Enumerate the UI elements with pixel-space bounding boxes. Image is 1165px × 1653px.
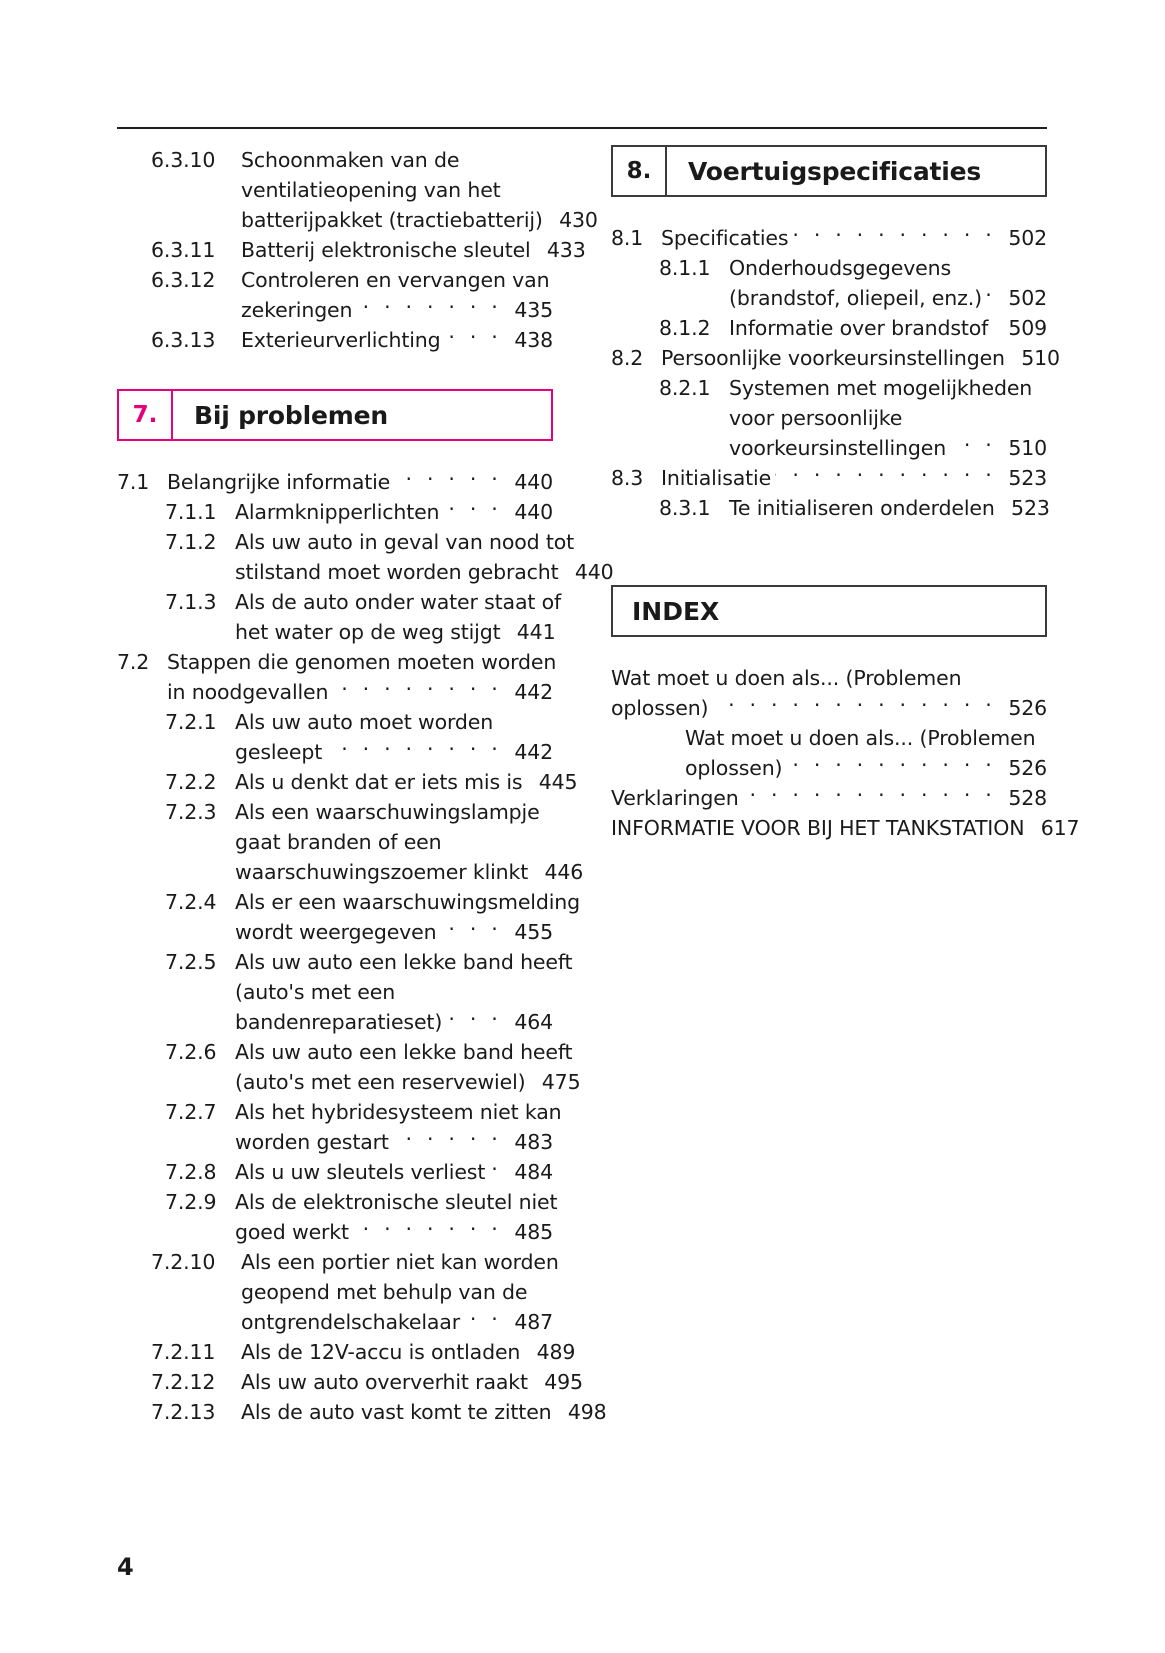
toc-entry-text: (auto's met een	[235, 980, 396, 1004]
toc-entry-line	[235, 827, 553, 857]
toc-entry-body	[235, 707, 553, 767]
toc-dot-leader	[445, 829, 502, 850]
toc-entry-body	[235, 767, 578, 797]
toc-page-number: 526	[1008, 756, 1047, 780]
toc-entry[interactable]	[117, 1037, 581, 1097]
toc-entry[interactable]	[117, 1097, 562, 1157]
toc-entry[interactable]	[117, 265, 553, 325]
toc-entry-body	[167, 647, 557, 707]
toc-entry-number: 7.2.3	[165, 800, 217, 824]
toc-entry-line	[241, 205, 598, 235]
toc-entry-text: Als uw auto een lekke band heeft	[235, 950, 573, 974]
toc-entry-text: bandenreparatieset)	[235, 1010, 443, 1034]
toc-page-number: 510	[1008, 436, 1047, 460]
toc-entry[interactable]	[117, 497, 553, 527]
toc-page-number: 440	[574, 560, 614, 584]
toc-entry-body	[167, 467, 553, 497]
toc-entry[interactable]	[117, 467, 553, 497]
header-rule	[117, 127, 1047, 129]
toc-columns	[117, 145, 1080, 1427]
toc-entry-text: Initialisatie	[661, 466, 772, 490]
toc-page-number: 442	[514, 740, 553, 764]
toc-entry-text: Systemen met mogelijkheden	[729, 376, 1033, 400]
toc-entry-number: 7.2.5	[165, 950, 217, 974]
toc-dot-leader	[965, 665, 996, 686]
toc-entry[interactable]	[611, 783, 1047, 813]
toc-entry-text: (brandstof, oliepeil, enz.)	[729, 286, 982, 310]
toc-entry-line	[611, 813, 1080, 843]
toc-entry-body	[685, 723, 1047, 783]
toc-page-number: 430	[559, 208, 598, 232]
toc-page-number: 502	[1008, 226, 1047, 250]
toc-page-number: 435	[514, 298, 553, 322]
toc-entry-line	[729, 373, 1047, 403]
chapter-number-8: 8.	[613, 147, 667, 195]
toc-entry-line	[235, 1067, 581, 1097]
toc-entry[interactable]	[611, 253, 1047, 313]
toc-entry-text: waarschuwingszoemer klinkt	[235, 860, 529, 884]
toc-entry[interactable]	[117, 325, 553, 355]
toc-entry-text: voorkeursinstellingen	[729, 436, 947, 460]
toc-entry-body	[611, 663, 1047, 723]
toc-entry-body	[661, 463, 1047, 493]
toc-entry-line	[685, 723, 1047, 753]
toc-page-number: 455	[514, 920, 553, 944]
toc-entry-number: 8.2.1	[659, 376, 711, 400]
toc-entry-line	[729, 253, 1047, 283]
toc-entry-line	[235, 587, 562, 617]
toc-page-number: 509	[1008, 316, 1047, 340]
toc-entry-text: Als u denkt dat er iets mis is	[235, 770, 523, 794]
toc-entry[interactable]	[611, 813, 1080, 843]
toc-entry[interactable]	[611, 343, 1060, 373]
toc-entry-number: 7.2.9	[165, 1190, 217, 1214]
toc-entry-text: Als een waarschuwingslampje	[235, 800, 540, 824]
toc-entry-number: 7.1.1	[165, 500, 217, 524]
toc-entry[interactable]	[611, 493, 1050, 523]
chapter-title-7: Bij problemen	[194, 400, 388, 430]
toc-entry-body	[729, 493, 1050, 523]
toc-page-number: 523	[1008, 466, 1047, 490]
toc-entry-number: 8.3.1	[659, 496, 711, 520]
toc-entry-number: 8.3	[611, 466, 644, 490]
left-column	[117, 145, 614, 1427]
toc-entry-line	[235, 1157, 553, 1187]
toc-entry-number: 7.2.11	[151, 1340, 216, 1364]
toc-entry-body	[241, 235, 586, 265]
toc-entry-line	[235, 1097, 562, 1127]
toc-entry[interactable]	[611, 223, 1047, 253]
toc-entry-number: 8.1.1	[659, 256, 711, 280]
toc-entry-text: gaat branden of een	[235, 830, 442, 854]
toc-entry-text: oplossen)	[611, 696, 709, 720]
toc-dot-leader	[443, 499, 502, 520]
toc-dot-leader	[950, 435, 996, 456]
toc-page-number: 442	[514, 680, 553, 704]
toc-entry-text: Schoonmaken van de	[241, 148, 460, 172]
toc-entry-line	[241, 325, 553, 355]
toc-page-number: 433	[546, 238, 586, 262]
toc-entry-body	[611, 783, 1047, 813]
toc-entry-text: worden gestart	[235, 1130, 389, 1154]
toc-entry-line	[235, 557, 614, 587]
page-folio: 4	[117, 1553, 134, 1581]
toc-entry-line	[241, 265, 553, 295]
toc-entry-text: geopend met behulp van de	[241, 1280, 528, 1304]
toc-page-number: 498	[567, 1400, 607, 1424]
toc-entry[interactable]	[611, 723, 1047, 783]
toc-entry-body	[241, 145, 598, 235]
toc-entry-line	[235, 1127, 553, 1157]
right-column	[611, 145, 1080, 1427]
toc-page-number: 483	[514, 1130, 553, 1154]
toc-entry-line	[661, 223, 1047, 253]
toc-entry-text: Stappen die genomen moeten worden	[167, 650, 557, 674]
toc-entry-body	[241, 325, 553, 355]
toc-entry-text: oplossen)	[685, 756, 783, 780]
toc-entry-number: 7.2.13	[151, 1400, 216, 1424]
toc-entry[interactable]	[611, 663, 1047, 723]
toc-dot-leader	[399, 979, 502, 1000]
toc-entry-text: Als de elektronische sleutel niet	[235, 1190, 558, 1214]
toc-page-number: 528	[1008, 786, 1047, 810]
toc-entry-line	[235, 887, 580, 917]
toc-dot-leader	[463, 147, 502, 168]
toc-entry-text: stilstand moet worden gebracht	[235, 560, 559, 584]
toc-dot-leader	[393, 1129, 502, 1150]
toc-entry-line	[685, 753, 1047, 783]
toc-page-number: 484	[514, 1160, 553, 1184]
toc-entry[interactable]	[117, 587, 562, 647]
toc-dot-leader	[955, 255, 996, 276]
toc-entry-body	[235, 797, 584, 887]
toc-entry-text: Als een portier niet kan worden	[241, 1250, 559, 1274]
toc-entry[interactable]	[117, 1247, 559, 1337]
toc-page-number: 475	[541, 1070, 581, 1094]
toc-entry-line	[235, 767, 578, 797]
toc-entry[interactable]	[117, 887, 580, 947]
toc-entry-line	[235, 737, 553, 767]
index-entries	[611, 663, 1080, 843]
toc-entry-body	[241, 1247, 559, 1337]
toc-entry-number: 6.3.13	[151, 328, 216, 352]
toc-entry-body	[235, 947, 573, 1037]
toc-entry-body	[235, 1187, 558, 1247]
toc-entry-line	[729, 283, 1047, 313]
toc-dot-leader	[986, 285, 996, 306]
toc-entry-text: wordt weergegeven	[235, 920, 437, 944]
toc-entry-line	[661, 463, 1047, 493]
toc-entry-number: 6.3.10	[151, 148, 216, 172]
toc-page-number: 441	[516, 620, 556, 644]
toc-entry[interactable]	[117, 707, 553, 767]
toc-entry-number: 8.1.2	[659, 316, 711, 340]
toc-dot-leader	[326, 739, 502, 760]
toc-entry-number: 7.2.12	[151, 1370, 216, 1394]
toc-entry-text: Als uw auto een lekke band heeft	[235, 1040, 573, 1064]
toc-entry-text: Als uw auto oververhit raakt	[241, 1370, 528, 1394]
toc-entry[interactable]	[611, 373, 1047, 463]
toc-entry-line	[611, 693, 1047, 723]
toc-page-number: 445	[538, 770, 578, 794]
toc-entry-text: Als de 12V-accu is ontladen	[241, 1340, 521, 1364]
toc-entry-line	[729, 403, 1047, 433]
chapter-header-8[interactable]	[611, 145, 1047, 197]
toc-page-number: 510	[1021, 346, 1060, 370]
toc-entry-line	[729, 433, 1047, 463]
toc-entry-body	[611, 813, 1080, 843]
toc-dot-leader	[489, 1159, 502, 1180]
chapter-number-7: 7.	[119, 391, 173, 439]
toc-dot-leader	[743, 785, 996, 806]
toc-entry[interactable]	[117, 1187, 558, 1247]
toc-page-number: 502	[1008, 286, 1047, 310]
toc-entry-text: Controleren en vervangen van	[241, 268, 550, 292]
toc-page-number: 485	[514, 1220, 553, 1244]
toc-entry-line	[241, 145, 553, 175]
toc-entry[interactable]	[117, 1367, 583, 1397]
toc-entry-number: 8.2	[611, 346, 644, 370]
toc-entry-line	[611, 663, 1047, 693]
toc-entry-number: 7.2.6	[165, 1040, 217, 1064]
toc-entry-text: batterijpakket (tractiebatterij)	[241, 208, 543, 232]
toc-entry-text: Als het hybridesysteem niet kan	[235, 1100, 562, 1124]
toc-entry-line	[241, 295, 553, 325]
toc-page-number: 495	[544, 1370, 583, 1394]
toc-page-number: 440	[514, 470, 553, 494]
toc-entry-line	[661, 343, 1060, 373]
toc-entry-body	[241, 265, 553, 325]
index-header[interactable]	[611, 585, 1047, 637]
chapter-header-7[interactable]	[117, 389, 553, 441]
toc-page-number: 487	[514, 1310, 553, 1334]
toc-entry-text: Als de auto vast komt te zitten	[241, 1400, 552, 1424]
index-title: INDEX	[632, 596, 720, 626]
toc-entry-text: goed werkt	[235, 1220, 349, 1244]
toc-entry-text: zekeringen	[241, 298, 353, 322]
toc-entry-line	[235, 617, 556, 647]
toc-page-number: 523	[1011, 496, 1050, 520]
toc-entry-line	[241, 235, 586, 265]
toc-entry[interactable]	[117, 1397, 607, 1427]
toc-entry-line	[235, 497, 553, 527]
toc-entry-body	[235, 1097, 562, 1157]
toc-entry-text: Persoonlijke voorkeursinstellingen	[661, 346, 1005, 370]
toc-entry-text: Wat moet u doen als... (Problemen	[611, 666, 962, 690]
toc-entry-line	[235, 947, 573, 977]
toc-dot-leader	[446, 1009, 502, 1030]
toc-page-number: 438	[514, 328, 553, 352]
toc-entry-text: Als de auto onder water staat of	[235, 590, 562, 614]
toc-entry-text: Onderhoudsgegevens	[729, 256, 952, 280]
toc-entry-text: Te initialiseren onderdelen	[729, 496, 995, 520]
toc-entry-body	[729, 313, 1047, 343]
toc-entry-line	[241, 1337, 576, 1367]
toc-entry[interactable]	[117, 527, 614, 587]
toc-entry-number: 6.3.12	[151, 268, 216, 292]
toc-entry-line	[235, 1007, 553, 1037]
toc-entry-number: 7.2.1	[165, 710, 217, 734]
toc-entry-line	[241, 1367, 583, 1397]
toc-page-number: 617	[1040, 816, 1080, 840]
toc-entry-body	[235, 1037, 581, 1097]
toc-entry-line	[241, 1397, 607, 1427]
chapter-title-8: Voertuigspecificaties	[688, 156, 982, 186]
toc-entry-text: Alarmknipperlichten	[235, 500, 440, 524]
toc-entry-line	[241, 1277, 553, 1307]
toc-entry-text: Als u uw sleutels verliest	[235, 1160, 486, 1184]
toc-entry-line	[235, 527, 575, 557]
toc-entry-number: 7.2.7	[165, 1100, 217, 1124]
toc-entry-text: Als uw auto moet worden	[235, 710, 494, 734]
toc-entry[interactable]	[611, 463, 1047, 493]
toc-entry-body	[235, 1157, 553, 1187]
toc-entry-line	[235, 707, 553, 737]
toc-entry-body	[235, 497, 553, 527]
toc-dot-leader	[712, 695, 996, 716]
toc-entry-text: Verklaringen	[611, 786, 739, 810]
toc-entry-body	[729, 253, 1047, 313]
toc-entry-line	[235, 1217, 553, 1247]
toc-dot-leader	[353, 1219, 502, 1240]
toc-entry-line	[241, 175, 553, 205]
toc-entry-number: 7.2.2	[165, 770, 217, 794]
toc-entry[interactable]	[117, 145, 598, 235]
chapter-6-continued-entries	[117, 145, 598, 355]
toc-entry-text: Belangrijke informatie	[167, 470, 391, 494]
toc-entry-body	[235, 527, 614, 587]
toc-entry-text: Exterieurverlichting	[241, 328, 441, 352]
toc-entry-text: Als er een waarschuwingsmelding	[235, 890, 580, 914]
toc-entry[interactable]	[117, 767, 578, 797]
toc-page-number: 464	[514, 1010, 553, 1034]
toc-entry-body	[661, 343, 1060, 373]
chapter-7-entries	[117, 467, 614, 1427]
toc-entry-body	[241, 1337, 576, 1367]
toc-dot-leader	[792, 225, 996, 246]
toc-entry-number: 7.2.4	[165, 890, 217, 914]
toc-entry-text: voor persoonlijke	[729, 406, 903, 430]
toc-entry-number: 7.1.2	[165, 530, 217, 554]
toc-entry[interactable]	[117, 1157, 553, 1187]
toc-entry-body	[235, 887, 580, 947]
toc-entry-line	[235, 1187, 558, 1217]
toc-page-number: 446	[544, 860, 584, 884]
toc-entry[interactable]	[117, 797, 584, 887]
toc-entry-text: ontgrendelschakelaar	[241, 1310, 460, 1334]
toc-page-number: 489	[536, 1340, 576, 1364]
toc-entry-number: 7.2	[117, 650, 150, 674]
toc-entry-line	[729, 313, 1047, 343]
toc-entry-line	[235, 917, 553, 947]
toc-dot-leader	[786, 755, 996, 776]
toc-entry-line	[167, 467, 553, 497]
toc-dot-leader	[332, 679, 502, 700]
toc-entry-line	[611, 783, 1047, 813]
toc-entry[interactable]	[117, 647, 557, 707]
toc-entry-line	[729, 493, 1050, 523]
toc-entry-text: Wat moet u doen als... (Problemen	[685, 726, 1036, 750]
toc-page-number: 526	[1008, 696, 1047, 720]
toc-entry-text: Als uw auto in geval van nood tot	[235, 530, 575, 554]
toc-entry-text: (auto's met een reservewiel)	[235, 1070, 526, 1094]
toc-entry-text: ventilatieopening van het	[241, 178, 501, 202]
toc-entry-text: INFORMATIE VOOR BIJ HET TANKSTATION	[611, 816, 1025, 840]
toc-page-number: 440	[514, 500, 553, 524]
toc-dot-leader	[440, 919, 502, 940]
toc-entry-line	[235, 977, 553, 1007]
chapter-8-entries	[611, 223, 1060, 523]
toc-entry-line	[241, 1247, 559, 1277]
toc-entry-body	[241, 1367, 583, 1397]
toc-entry-line	[235, 797, 553, 827]
toc-entry-number: 7.2.8	[165, 1160, 217, 1184]
toc-entry-text: in noodgevallen	[167, 680, 329, 704]
toc-entry-number: 8.1	[611, 226, 644, 250]
toc-dot-leader	[444, 327, 502, 348]
toc-entry-body	[661, 223, 1047, 253]
toc-entry-text: Batterij elektronische sleutel	[241, 238, 531, 262]
toc-entry-line	[167, 677, 553, 707]
toc-entry[interactable]	[117, 235, 586, 265]
toc-entry[interactable]	[117, 947, 573, 1037]
toc-entry-text: Informatie over brandstof	[729, 316, 989, 340]
toc-entry[interactable]	[117, 1337, 576, 1367]
toc-entry-number: 7.2.10	[151, 1250, 216, 1274]
toc-entry-body	[241, 1397, 607, 1427]
toc-entry-number: 7.1	[117, 470, 150, 494]
toc-entry-number: 7.1.3	[165, 590, 217, 614]
toc-entry-text: het water op de weg stijgt	[235, 620, 501, 644]
toc-entry-text: Specificaties	[661, 226, 789, 250]
toc-entry-line	[167, 647, 557, 677]
toc-entry-number: 6.3.11	[151, 238, 216, 262]
toc-dot-leader	[464, 1309, 502, 1330]
toc-entry[interactable]	[611, 313, 1047, 343]
toc-dot-leader	[992, 315, 996, 336]
toc-entry-text: gesleept	[235, 740, 323, 764]
toc-entry-body	[235, 587, 562, 647]
toc-dot-leader	[906, 405, 996, 426]
toc-dot-leader	[394, 469, 502, 490]
toc-dot-leader	[356, 297, 502, 318]
toc-entry-line	[241, 1307, 553, 1337]
toc-entry-line	[235, 857, 584, 887]
toc-dot-leader	[775, 465, 996, 486]
toc-entry-line	[235, 1037, 573, 1067]
toc-dot-leader	[497, 709, 502, 730]
toc-entry-body	[729, 373, 1047, 463]
